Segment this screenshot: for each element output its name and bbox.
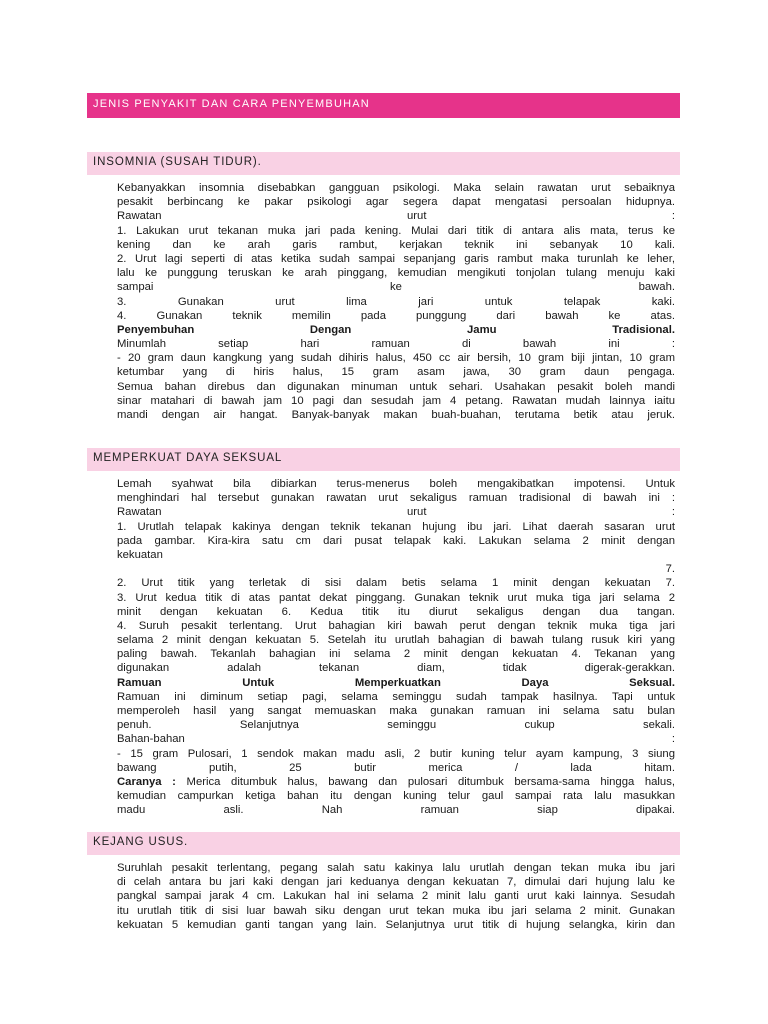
bold-lead-text: Caranya : xyxy=(117,775,176,788)
body-text-line: Kebanyakkan insomnia disebabkan gangguan psikologi. Maka selain rawatan urut sebaiknya xyxy=(117,182,675,194)
body-text-line: 2. Urut lagi seperti di atas ketika sudah sampai sepanjang garis rambut maka turunlah ke leher, xyxy=(117,252,675,265)
body-text-line: selama 2 minit dengan kekuatan 5. Setelah itu urutlah bahagian di bawah tulang rusuk kiri yang xyxy=(117,634,675,647)
section-body-daya-seksual xyxy=(117,477,675,818)
body-text-line: minit dengan kekuatan 6. Kedua titik itu diurut sekaligus dengan dua tangan. xyxy=(117,605,675,618)
body-text-line: mandi dengan air hangat. Banyak-banyak makan buah-buahan, terutama betik atau jeruk. xyxy=(117,409,675,421)
body-text-line: digunakan adalah tekanan diam, tidak digerak-gerakkan. xyxy=(117,662,675,675)
body-text-line: 7. xyxy=(665,563,675,576)
body-text-line: ketumbar yang di hiris halus, 15 gram asam jawa, 30 gram daun pengaga. xyxy=(117,366,675,379)
body-text-line: pangkal sampai jarak 4 cm. Lakukan hal ini selama 2 minit lalu ganti urut kaki lainnya. Sesudah xyxy=(117,890,675,903)
body-text-line: sampai ke bawah. xyxy=(117,281,675,294)
body-text-line: - 15 gram Pulosari, 1 sendok makan madu asli, 2 butir kuning telur ayam kampung, 3 siung xyxy=(117,747,675,760)
body-text-line: - 20 gram daun kangkung yang sudah dihiris halus, 450 cc air bersih, 10 gram biji jintan, 10 gram xyxy=(117,352,675,365)
body-text-line: pesakit berbincang ke pakar psikologi agar segera dapat mengatasi persoalan hidupnya. xyxy=(117,196,675,209)
body-text-line: 2. Urut titik yang terletak di sisi dalam betis selama 1 minit dengan kekuatan 7. xyxy=(117,577,675,590)
body-text-line: 4. Gunakan teknik memilin pada punggung dari bawah ke atas. xyxy=(117,309,675,322)
body-text-line: Penyembuhan Dengan Jamu Tradisional. xyxy=(117,323,675,336)
body-text-line: di celah antara bu jari kaki dengan jari keduanya dengan kekuatan 7, dimulai dari hujung lalu ke xyxy=(117,876,675,889)
section-heading-kejang-usus: KEJANG USUS. xyxy=(87,832,680,855)
body-text-line: Ramuan ini diminum setiap pagi, selama seminggu sudah tampak hasilnya. Tapi untuk xyxy=(117,690,675,703)
body-text-line: Suruhlah pesakit terlentang, pegang salah satu kakinya lalu urutlah dengan tekan muka ibu jari xyxy=(117,862,675,874)
section-body-insomnia xyxy=(117,181,675,422)
body-text-line: 3. Urut kedua titik di atas pantat dekat pinggang. Gunakan teknik urut muka tiga jari selama 2 xyxy=(117,591,675,604)
body-text-line: kekuatan xyxy=(117,548,163,561)
body-text-line: pada gambar. Kira-kira satu cm dari pusat telapak kaki. Lakukan selama 2 minit dengan xyxy=(117,534,675,547)
body-text-line: kekuatan 5 kemudian ganti tangan yang lain. Selanjutnya urut titik di hujung selangka, kirin dan xyxy=(117,918,675,931)
body-text-line: itu urutlah titik di sisi luar bawah siku dengan urut tekan muka ibu jari selama 2 minit. Gunakan xyxy=(117,904,675,917)
body-text-line: sinar matahari di bawah jam 10 pagi dan sesudah jam 4 petang. Rawatan mudah lainnya iaitu xyxy=(117,394,675,407)
body-text-line: 1. Urutlah telapak kakinya dengan teknik tekanan hujung ibu jari. Lihat daerah sasaran urut xyxy=(117,520,675,533)
body-text-line: Minumlah setiap hari ramuan di bawah ini : xyxy=(117,338,675,351)
section-heading-daya-seksual: MEMPERKUAT DAYA SEKSUAL xyxy=(87,448,680,471)
body-text-line: Lemah syahwat bila dibiarkan terus-menerus boleh mengakibatkan impotensi. Untuk xyxy=(117,478,675,490)
body-text-line: 4. Suruh pesakit terlentang. Urut bahagian kiri bawah perut dengan teknik muka tiga jari xyxy=(117,619,675,632)
body-text-line: Ramuan Untuk Memperkuatkan Daya Seksual. xyxy=(117,676,675,689)
body-text-line: madu asli. Nah ramuan siap dipakai. xyxy=(117,804,675,817)
body-text-line: menghindari hal tersebut gunakan rawatan urut sekaligus ramuan tradisional di bawah ini : xyxy=(117,492,675,505)
body-text-line: Rawatan urut : xyxy=(117,506,675,519)
body-text-line: bawang putih, 25 butir merica / lada hitam. xyxy=(117,761,675,774)
body-text-line: Bahan-bahan : xyxy=(117,733,675,746)
body-text-line: kening dan ke arah garis rambut, kerjakan teknik ini sebanyak 10 kali. xyxy=(117,238,675,251)
body-text-line: 1. Lakukan urut tekanan muka jari pada kening. Mulai dari titik di antara alis mata, terus ke xyxy=(117,224,675,237)
body-text-line: penuh. Selanjutnya seminggu cukup sekali. xyxy=(117,719,675,732)
section-heading-insomnia: INSOMNIA (SUSAH TIDUR). xyxy=(87,152,680,175)
body-text-line: kemudian campurkan ketiga bahan itu dengan kuning telur gaul sampai rata lalu masukkan xyxy=(117,790,675,803)
body-text-line: lalu ke punggung teruskan ke arah pinggang, kemudian mengikuti tonjolan tulang menuju kaki xyxy=(117,267,675,280)
body-text-line: Rawatan urut : xyxy=(117,210,675,223)
page-title: JENIS PENYAKIT DAN CARA PENYEMBUHAN xyxy=(87,93,680,118)
body-text-line: 3. Gunakan urut lima jari untuk telapak kaki. xyxy=(117,295,675,308)
body-text-line: paling bawah. Tekanlah bahagian ini selama 2 minit dengan kekuatan 4. Tekanan yang xyxy=(117,648,675,661)
body-text-line: memperoleh hasil yang sangat memuaskan maka gunakan ramuan ini selama satu bulan xyxy=(117,705,675,717)
section-body-kejang-usus xyxy=(117,861,675,932)
body-text-line: Caranya : Merica ditumbuk halus, bawang dan pulosari ditumbuk bersama-sama hingga halus, xyxy=(117,775,675,788)
body-text-line: Semua bahan direbus dan digunakan minuman untuk sehari. Usahakan pesakit boleh mandi xyxy=(117,380,675,393)
